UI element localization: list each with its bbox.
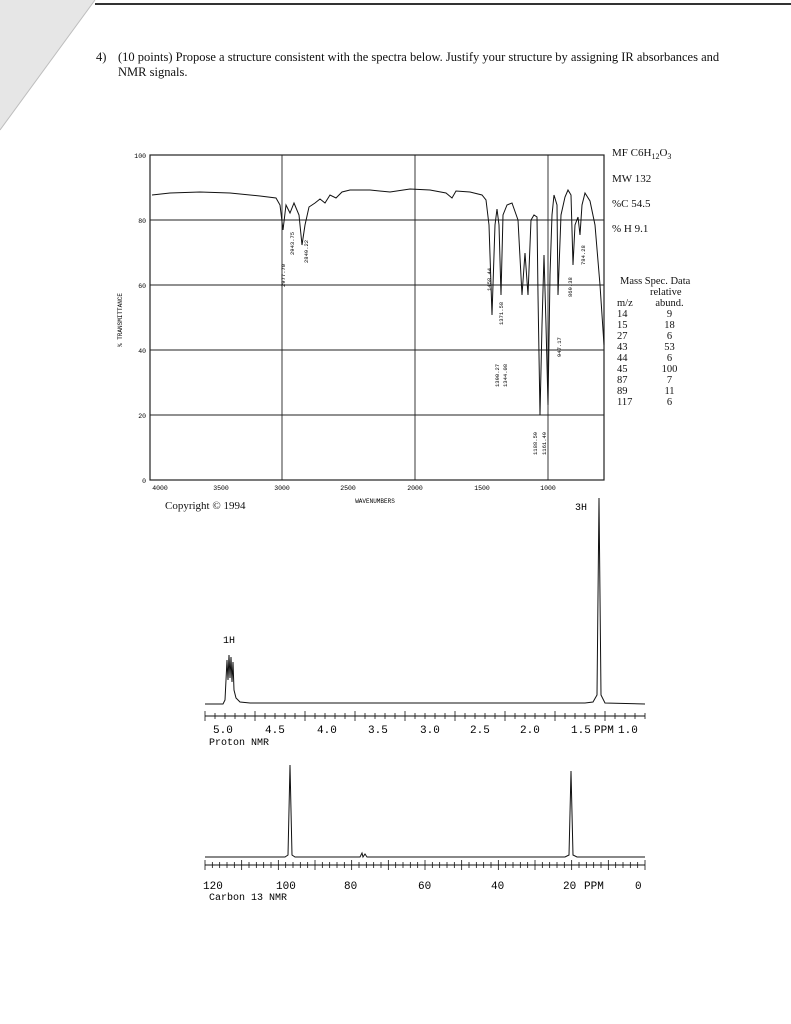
mass-spec-mz: 45 — [617, 364, 628, 375]
carbon-tick-label: 80 — [344, 881, 358, 893]
ir-x-tick: 2000 — [407, 485, 423, 492]
copyright: Copyright © 1994 — [165, 500, 246, 512]
mass-spec-title: Mass Spec. Data — [620, 276, 691, 287]
carbon-nmr-spectrum — [195, 765, 655, 905]
ir-x-tick: 2500 — [340, 485, 356, 492]
proton-ppm-label: PPM — [594, 725, 614, 737]
carbon-tick-label: 0 — [635, 881, 642, 893]
mass-spec-abundance: 18 — [664, 320, 675, 331]
mass-spec-row — [617, 364, 697, 375]
proton-tick-label: 2.5 — [470, 725, 490, 737]
ir-peak-label: 2977.70 — [280, 263, 287, 287]
mass-spec-mz: 43 — [617, 342, 628, 353]
mass-spec-row — [617, 320, 697, 331]
mass-spec-row — [617, 397, 697, 408]
proton-integral-3h: 3H — [575, 503, 588, 514]
proton-tick-label: 2.0 — [520, 725, 540, 737]
percent-hydrogen: % H 9.1 — [612, 223, 649, 235]
mass-spec-table: m/z abund. 14 9 15 18 27 6 43 53 44 6 45 100 87 7 89 11 117 6 — [617, 298, 697, 408]
mass-spec-row — [617, 353, 697, 364]
carbon-tick-label: 40 — [491, 881, 505, 893]
carbon-trace — [205, 765, 645, 857]
mass-spec-abundance: 53 — [664, 342, 675, 353]
proton-tick-label: 4.0 — [317, 725, 337, 737]
ir-spectrum — [110, 145, 610, 515]
question-text — [96, 50, 746, 80]
ir-y-tick: 40 — [138, 348, 146, 355]
mass-spec-row — [617, 342, 697, 353]
mass-spec-row — [617, 309, 697, 320]
proton-nmr-spectrum — [195, 490, 655, 755]
ir-peak-label: 2943.75 — [289, 231, 296, 255]
mass-spec-row — [617, 375, 697, 386]
ir-y-tick: 80 — [138, 218, 146, 225]
mass-spec-mz: 14 — [617, 309, 628, 320]
proton-tick-label: 5.0 — [213, 725, 233, 737]
carbon-tick-label: 60 — [418, 881, 432, 893]
ir-y-tick: 60 — [138, 283, 146, 290]
mass-spec-mz: 15 — [617, 320, 628, 331]
ir-peak-label: 947.17 — [556, 337, 563, 357]
ir-peak-label: 2849.22 — [303, 239, 310, 263]
mass-spec-abundance: 6 — [666, 353, 673, 364]
proton-tick-label: 4.5 — [265, 725, 285, 737]
question-number: 4) — [96, 50, 107, 64]
ir-y-axis-label: % TRANSMITTANCE — [117, 292, 124, 348]
mass-spec-abundance: 100 — [661, 364, 678, 375]
proton-integral-1h: 1H — [223, 636, 236, 647]
ir-x-tick: 3000 — [274, 485, 290, 492]
carbon-nmr-title: Carbon 13 NMR — [209, 893, 288, 904]
proton-tick-label: 3.5 — [368, 725, 388, 737]
proton-trace — [205, 498, 645, 704]
ir-y-tick: 20 — [138, 413, 146, 420]
mass-spec-relative: relative — [650, 287, 682, 298]
mass-spec-mz: 87 — [617, 375, 628, 386]
mass-spec-row — [617, 386, 697, 397]
page-top-edge — [95, 3, 791, 5]
ir-peak-label: 1161.49 — [541, 431, 548, 455]
mass-spec-mz: 44 — [617, 353, 628, 364]
carbon-tick-label: 100 — [276, 881, 296, 893]
proton-tick-label: 1.5 — [571, 725, 591, 737]
ir-x-tick: 1500 — [474, 485, 490, 492]
mass-spec-mz: 89 — [617, 386, 628, 397]
ir-peak-label: 1458.44 — [486, 267, 493, 291]
proton-tick-label: 1.0 — [618, 725, 638, 737]
carbon-tick-label: 120 — [203, 881, 223, 893]
question-body: (10 points) Propose a structure consistent with the spectra below. Justify your structure by assigning IR absorbances and NMR signals. — [118, 50, 720, 79]
carbon-ppm-label: PPM — [584, 881, 604, 893]
mass-spec-row — [617, 331, 697, 342]
mass-spec-mz: 27 — [617, 331, 628, 342]
ir-x-tick: 1000 — [540, 485, 556, 492]
ir-peak-label: 1390.27 — [494, 363, 501, 387]
carbon-tick-label: 20 — [563, 881, 577, 893]
ir-peak-label: 1188.59 — [532, 431, 539, 455]
ir-peak-label: 1371.58 — [498, 301, 505, 325]
mass-spec-mz: 117 — [617, 397, 633, 408]
mass-spec-abundance: 9 — [666, 309, 673, 320]
ir-x-tick: 3500 — [213, 485, 229, 492]
molecular-formula: MF $C6H_{12}O_3$ — [612, 147, 672, 162]
ir-y-tick: 0 — [142, 478, 146, 485]
molecular-weight: MW 132 — [612, 173, 652, 185]
ir-peak-label: 869.38 — [567, 277, 574, 297]
ir-peak-label: 1344.08 — [502, 363, 509, 387]
mass-spec-abundance: 7 — [666, 375, 673, 386]
ir-y-tick: 100 — [134, 153, 146, 160]
proton-nmr-title: Proton NMR — [209, 738, 270, 749]
carbon-tick-marks — [205, 860, 645, 870]
ir-x-tick: 4000 — [152, 485, 168, 492]
mass-spec-abundance: 11 — [664, 386, 675, 397]
ir-trace — [152, 189, 604, 415]
mass-spec-abundance: 6 — [666, 331, 673, 342]
proton-tick-label: 3.0 — [420, 725, 440, 737]
mass-spec-abundance: 6 — [666, 397, 673, 408]
ir-peak-label: 784.28 — [580, 245, 587, 265]
ir-x-axis-label: WAVENUMBERS — [355, 498, 395, 505]
percent-carbon: %C 54.5 — [612, 198, 651, 210]
